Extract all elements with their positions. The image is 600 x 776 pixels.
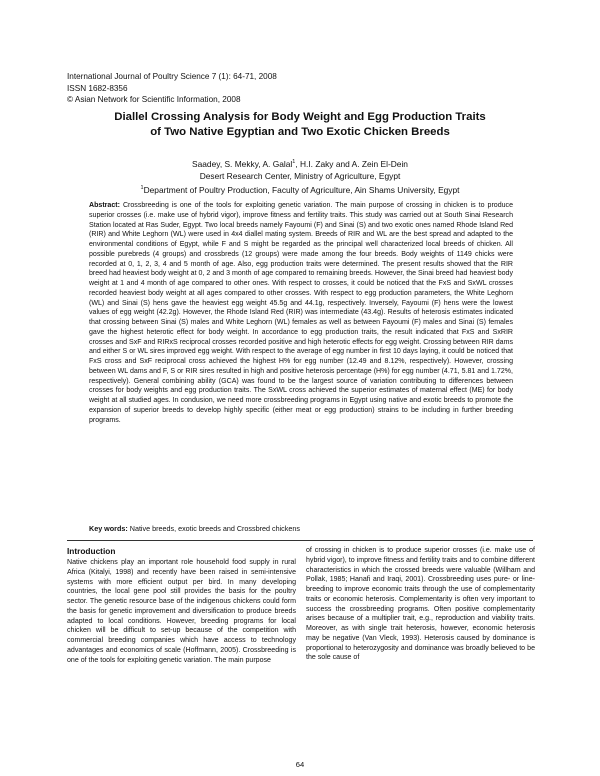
keywords-label: Key words: [89,524,128,533]
issn: ISSN 1682-8356 [67,83,128,93]
affiliation-1: Desert Research Center, Ministry of Agriculture, Egypt [199,171,401,181]
abstract-label: Abstract: [89,202,120,209]
body-column-right [306,546,535,663]
author-sup: 1 [292,159,296,165]
author-names-post: , H.I. Zaky and A. Zein El-Dein [295,158,408,169]
page-number: 64 [295,760,305,769]
paper-title [60,110,540,139]
section-divider [67,540,533,541]
introduction-text-left: Native chickens play an important role household food supply in rural Africa (Kitalyi, 1998) and recently have been raised in semi-intensive systems with more efficient output per bird. In many developing countries, the local gene pool still provides the basis for the poultry sector. The genetic resource base of the indigenous chickens could form the basis for genetic improvement and diversification to produce breeds adapted to local conditions. However, breeding programs for local chicken will be difficult to set-up because of the competition with commercial breeding companies which have access to technology advantages and economics of scale (Hoffmann, 2005). Crossbreeding is one of the tools for exploiting genetic variation. The main purpose [67,559,296,664]
keywords-text: Native breeds, exotic breeds and Crossbred chickens [129,524,300,533]
copyright: © Asian Network for Scientific Information, 2008 [67,95,241,105]
introduction-text-right: of crossing in chicken is to produce superior crosses (i.e. make use of hybrid vigor), to improve fitness and fertility traits and to combine different characteristics in which the crossed breeds were valuable (Willham and Pollak, 1985; Hanafi and Iraqi, 2001). Crossbreeding uses pure- or line-breeding to improve economic traits through the use of complementarity traits or economic heterosis. Complementarity is often very important to success the crossbreeding programs. Often positive complementarity arises because of a multiplier trait, e.g., reproduction and viability traits. Moreover, as with single trait heterosis, however, economic heterosis may be negative (Van Vleck, 1993). Heterosis caused by dominance is proportional to heterozygosity and dominance was broadly believed to be the sole cause of [306,547,535,662]
abstract-text: Crossbreeding is one of the tools for exploiting genetic variation. The main purpose of crossing in chicken is to produce superior crosses (i.e. make use of hybrid vigor), improve fitness and fertility traits. This study was carried out at South Sinai Research Station located at Ras Suder, Egypt. Two local breeds namely Fayoumi (F) and Sinai (S) and two exotic ones named Rhode Island Red (RIR) and White Leghorn (WL) were used in 4x4 diallel mating system. Breeds of RIR and WL are the best spread and adapted to the environmental conditions of Egypt, while F and S might be regarded as the principal well characterized local breeds of chicken. All possible purebreds (4 groups) and crossbreds (12 groups) were made among the four breeds. Body weights of 1149 chicks were recorded at 0, 1, 2, 3, 4 and 5 month of age. Also, egg production traits were determined. The present results showed that the RIR breed had heaviest body weight at 0, 2 and 3 month of age compared to remaining breeds. However, the Sinai breed had heaviest body weight at 1 and 4 month of age compared to other ones. With respect to crosses, it could be noticed that the FxS and SxWL crosses recorded heaviest body weight at all ages compared to other crosses. With respect to egg production parameters, the White Leghorn (WL) and Sinai (S) hens gave the heaviest egg weight 45.5g and 44.1g, respectively. Inversely, Fayoumi (F) hens were the lowest values of egg weight (42.2g). However, the Rhode Island Red (RIR) was intermediate (43.4g). Results of heterosis estimates indicated that crossing between Sinai (S) males and White Leghorn (WL) females as well as between Fayoumi (F) males and Sinai (S) females gave the highest heterotic effect for body weight. In accordance to egg production traits, the result indicated that FxS and SxRIR crosses and SxF and RIRxS reciprocal crosses recorded positive and high heterotic effects for egg weight. Crossing between RIR dams and either S or WL sires improved egg weight. With respect to the average of egg number in first 10 days laying, it could be noticed that FxS cross and SxF reciprocal cross achieved the highest H% for egg number (12.49 and 8.12%, respectively). However, crossing between WL dams and F, S or RIR sires resulted in high and positive heterosis percentage (H%) for egg number (4.71, 5.81 and 1.72%, respectively). General combining ability (GCA) was found to be the largest source of variation contributing to differences between crosses for body weights and egg production traits. The SxWL cross achieved the superior estimates of maternal effect (ME) for body weight at all studied ages. In condusion, we need more crossbreeding programs in Egypt using native and exotic breeds to promote the expansion of superior breeds to develop highly specific (either meat or egg production) strains to be including in further breeding programs. [89,202,513,424]
introduction-heading: Introduction [67,546,116,556]
affiliation-2-line [60,182,540,196]
abstract [89,201,513,425]
journal-citation: International Journal of Poultry Science 7 (1): 64-71, 2008 [67,72,277,81]
keywords [89,524,513,534]
journal-header [67,71,277,106]
author-names [60,156,540,170]
author-names-pre: Saadey, S. Mekky, A. Galal [192,158,293,169]
body-column-left [67,546,296,665]
title-line-1: Diallel Crossing Analysis for Body Weight and Egg Production Traits [114,111,486,123]
authors-block [60,156,540,196]
title-line-2: of Two Native Egyptian and Two Exotic Chicken Breeds [150,125,450,138]
affiliation-sup: 1 [140,185,144,192]
affiliation-2: Department of Poultry Production, Faculty of Agriculture, Ain Shams University, Egypt [143,185,460,195]
